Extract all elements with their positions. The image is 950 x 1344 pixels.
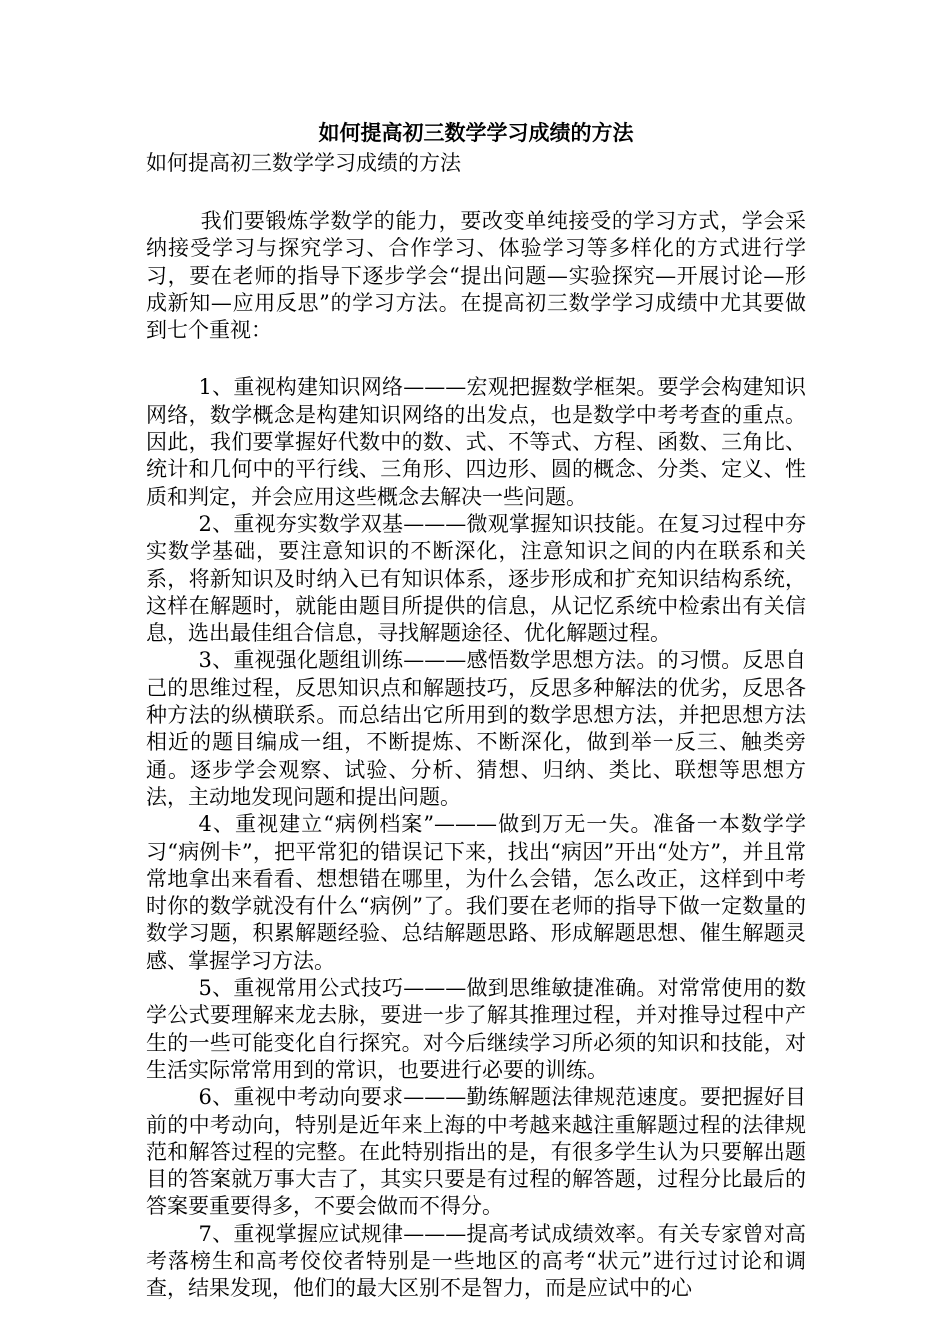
- document-title: 如何提高初三数学学习成绩的方法: [318, 120, 634, 145]
- item-paragraph-4: 4、重视建立“病例档案”———做到万无一失。准备一本数学学习“病例卡”，把平常犯的错误记下来，找出“病因”开出“处方”，并且常常地拿出来看看、想想错在哪里，为什么会错，怎么改正，这样到中考时你的数学就没有什么“病例”了。我们要在老师的指导下做一定数量的数学习题，积累解题经验、总结解题思路、形成解题思想、催生解题灵感、掌握学习方法。: [146, 812, 806, 973]
- item-paragraph-1: 1、重视构建知识网络———宏观把握数学框架。要学会构建知识网络，数学概念是构建知识网络的出发点，也是数学中考考查的重点。因此，我们要掌握好代数中的数、式、不等式、方程、函数、三角比、统计和几何中的平行线、三角形、四边形、圆的概念、分类、定义、性质和判定，并会应用这些概念去解决一些问题。: [146, 375, 806, 509]
- item-paragraph-6: 6、重视中考动向要求———勤练解题法律规范速度。要把握好目前的中考动向，特别是近年来上海的中考越来越注重解题过程的法律规范和解答过程的完整。在此特别指出的是，有很多学生认为只要解出题目的答案就万事大吉了，其实只要是有过程的解答题，过程分比最后的答案要重要得多，不要会做而不得分。: [146, 1085, 806, 1219]
- item-paragraph-7: 7、重视掌握应试规律———提高考试成绩效率。有关专家曾对高考落榜生和高考佼佼者特别是一些地区的高考“状元”进行过讨论和调查，结果发现，他们的最大区别不是智力，而是应试中的心: [146, 1221, 806, 1301]
- document-subtitle: 如何提高初三数学学习成绩的方法: [146, 151, 461, 175]
- item-paragraph-5: 5、重视常用公式技巧———做到思维敏捷准确。对常常使用的数学公式要理解来龙去脉，要进一步了解其推理过程，并对推导过程中产生的一些可能变化自行探究。对今后继续学习所必须的知识和技能，对生活实际常常用到的常识，也要进行必要的训练。: [146, 976, 806, 1082]
- paragraph-gap: [146, 344, 806, 374]
- item-paragraph-2: 2、重视夯实数学双基———微观掌握知识技能。在复习过程中夯实数学基础，要注意知识的不断深化，注意知识之间的内在联系和关系，将新知识及时纳入已有知识体系，逐步形成和扩充知识结构系统，这样在解题时，就能由题目所提供的信息，从记忆系统中检索出有关信息，选出最佳组合信息，寻找解题途径、优化解题过程。: [146, 511, 806, 646]
- intro-paragraph: 我们要锻炼学数学的能力，要改变单纯接受的学习方式，学会采纳接受学习与探究学习、合作学习、体验学习等多样化的方式进行学习，要在老师的指导下逐步学会“提出问题—实验探究—开展讨论—形成新知—应用反思”的学习方法。在提高初三数学学习成绩中尤其要做到七个重视：: [146, 209, 806, 343]
- document-page: [146, 118, 806, 1303]
- item-paragraph-3: 3、重视强化题组训练———感悟数学思想方法。的习惯。反思自己的思维过程，反思知识点和解题技巧，反思多种解法的优劣，反思各种方法的纵横联系。而总结出它所用到的数学思想方法，并把思想方法相近的题目编成一组，不断提炼、不断深化，做到举一反三、触类旁通。逐步学会观察、试验、分析、猜想、归纳、类比、联想等思想方法，主动地发现问题和提出问题。: [146, 648, 806, 809]
- paragraph-gap: [146, 178, 806, 208]
